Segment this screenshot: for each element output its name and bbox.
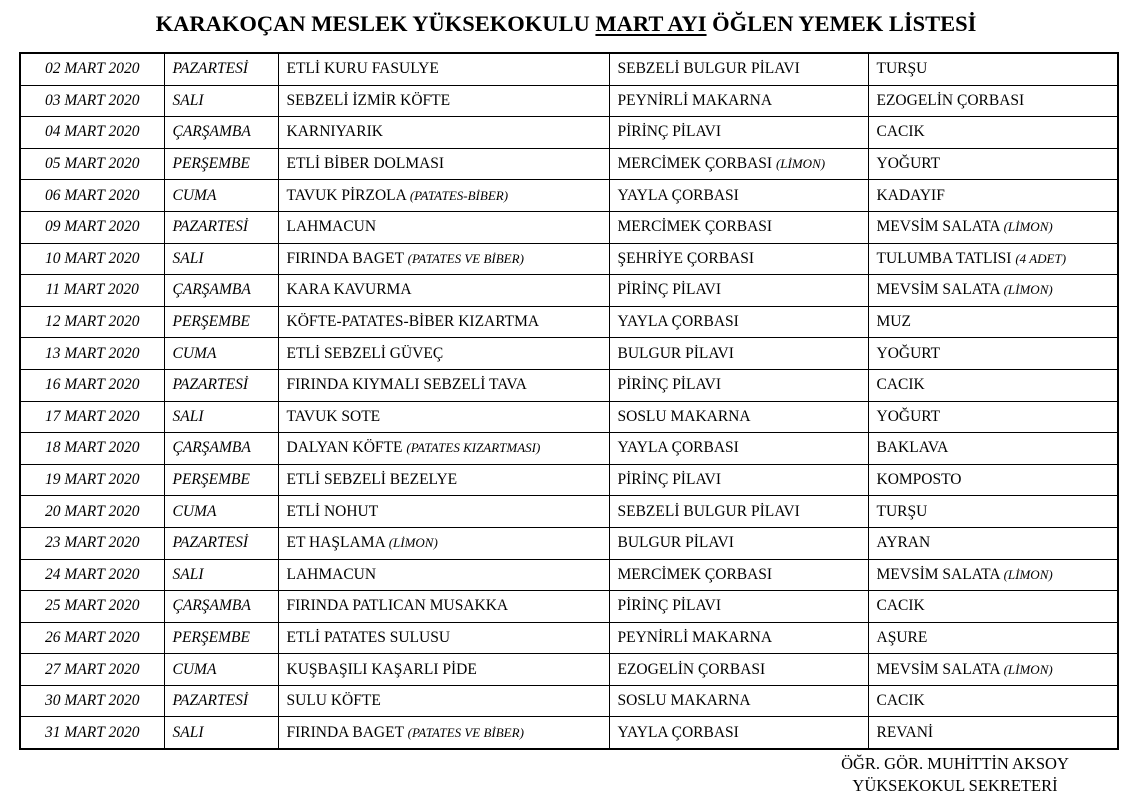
extra-dish-cell [868,85,1118,117]
main-dish-cell [278,117,609,149]
side-dish-cell-text: SOSLU MAKARNA [617,692,751,710]
extra-dish-cell-text: MEVSİM SALATA [876,565,1000,583]
main-dish-cell-text: LAHMACUN [286,218,377,236]
table-row [20,685,1118,717]
date-cell-text: 23 MART 2020 [45,534,140,552]
extra-dish-cell [868,559,1118,591]
extra-dish-cell-text: KOMPOSTO [876,471,962,489]
day-cell [164,275,278,307]
main-dish-cell [278,559,609,591]
extra-dish-cell-text: TURŞU [876,60,928,78]
date-cell-text: 31 MART 2020 [45,723,140,741]
date-cell [20,401,164,433]
date-cell-text: 06 MART 2020 [45,186,140,204]
extra-dish-cell [868,654,1118,686]
main-dish-cell [278,369,609,401]
main-dish-cell [278,401,609,433]
table-row [20,401,1118,433]
day-cell-text: SALI [172,565,204,583]
main-dish-cell-text: DALYAN KÖFTE [286,439,403,457]
extra-dish-cell-text: CACIK [876,692,925,710]
day-cell-text: PAZARTESİ [172,218,248,236]
date-cell [20,53,164,85]
side-dish-cell-text: ŞEHRİYE ÇORBASI [617,249,755,267]
side-dish-cell-text: BULGUR PİLAVI [617,344,734,362]
side-dish-cell-text: MERCİMEK ÇORBASI [617,218,773,236]
day-cell-text: CUMA [172,186,217,204]
extra-dish-cell [868,275,1118,307]
extra-dish-cell [868,496,1118,528]
extra-dish-cell-note: (4 ADET) [1015,250,1067,266]
date-cell-text: 02 MART 2020 [45,60,140,78]
date-cell [20,685,164,717]
extra-dish-cell-text: AYRAN [876,534,931,552]
main-dish-cell-text: FIRINDA BAGET [286,723,404,741]
day-cell-text: CUMA [172,660,217,678]
extra-dish-cell [868,211,1118,243]
side-dish-cell-text: PEYNİRLİ MAKARNA [617,628,773,646]
main-dish-cell-text: ETLİ KURU FASULYE [286,60,439,78]
main-dish-cell [278,433,609,465]
extra-dish-cell-note: (LİMON) [1003,282,1053,298]
meal-list-body [20,53,1118,749]
side-dish-cell-text: SEBZELİ BULGUR PİLAVI [617,502,800,520]
extra-dish-cell [868,717,1118,749]
date-cell-text: 10 MART 2020 [45,249,140,267]
day-cell [164,117,278,149]
main-dish-cell-note: (PATATES-BİBER) [409,187,509,203]
date-cell [20,654,164,686]
date-cell [20,243,164,275]
date-cell [20,622,164,654]
date-cell [20,717,164,749]
day-cell [164,306,278,338]
side-dish-cell-text: YAYLA ÇORBASI [617,439,739,457]
table-row [20,433,1118,465]
side-dish-cell-text: PİRİNÇ PİLAVI [617,281,721,299]
day-cell [164,53,278,85]
extra-dish-cell-text: EZOGELİN ÇORBASI [876,91,1025,109]
day-cell-text: SALI [172,723,204,741]
side-dish-cell [609,433,868,465]
main-dish-cell-text: SULU KÖFTE [286,692,381,710]
table-row [20,559,1118,591]
date-cell-text: 20 MART 2020 [45,502,140,520]
date-cell-text: 25 MART 2020 [45,597,140,615]
table-row [20,591,1118,623]
main-dish-cell-text: ETLİ PATATES SULUSU [286,628,451,646]
side-dish-cell-text: PEYNİRLİ MAKARNA [617,91,773,109]
day-cell-text: ÇARŞAMBA [172,597,251,615]
main-dish-cell-text: KARNIYARIK [286,123,383,141]
date-cell [20,275,164,307]
extra-dish-cell [868,148,1118,180]
date-cell [20,306,164,338]
day-cell-text: CUMA [172,502,217,520]
extra-dish-cell-text: CACIK [876,376,925,394]
date-cell [20,180,164,212]
extra-dish-cell-text: MEVSİM SALATA [876,660,1000,678]
day-cell-text: PERŞEMBE [172,155,250,173]
side-dish-cell [609,654,868,686]
main-dish-cell-text: KUŞBAŞILI KAŞARLI PİDE [286,660,477,678]
extra-dish-cell [868,622,1118,654]
extra-dish-cell [868,369,1118,401]
side-dish-cell-text: BULGUR PİLAVI [617,534,734,552]
extra-dish-cell-note: (LİMON) [1003,661,1053,677]
title-prefix: KARAKOÇAN MESLEK YÜKSEKOKULU [155,11,590,36]
extra-dish-cell-text: CACIK [876,597,925,615]
extra-dish-cell-text: CACIK [876,123,925,141]
extra-dish-cell-text: AŞURE [876,628,928,646]
extra-dish-cell-text: TULUMBA TATLISI [876,249,1012,267]
main-dish-cell-text: SEBZELİ İZMİR KÖFTE [286,91,451,109]
extra-dish-cell-text: MEVSİM SALATA [876,281,1000,299]
date-cell-text: 19 MART 2020 [45,471,140,489]
day-cell-text: SALI [172,91,204,109]
day-cell-text: SALI [172,407,204,425]
main-dish-cell-text: ETLİ SEBZELİ BEZELYE [286,471,458,489]
extra-dish-cell [868,685,1118,717]
main-dish-cell [278,464,609,496]
date-cell [20,591,164,623]
main-dish-cell-text: LAHMACUN [286,565,377,583]
day-cell [164,369,278,401]
date-cell-text: 05 MART 2020 [45,155,140,173]
day-cell [164,654,278,686]
main-dish-cell [278,527,609,559]
side-dish-cell-text: PİRİNÇ PİLAVI [617,597,721,615]
extra-dish-cell [868,243,1118,275]
day-cell-text: PAZARTESİ [172,692,248,710]
side-dish-cell-text: PİRİNÇ PİLAVI [617,471,721,489]
side-dish-cell-text: YAYLA ÇORBASI [617,186,739,204]
date-cell-text: 16 MART 2020 [45,376,140,394]
main-dish-cell [278,243,609,275]
side-dish-cell-text: PİRİNÇ PİLAVI [617,376,721,394]
side-dish-cell [609,559,868,591]
extra-dish-cell-text: YOĞURT [876,407,941,425]
extra-dish-cell [868,53,1118,85]
main-dish-cell [278,591,609,623]
side-dish-cell [609,211,868,243]
main-dish-cell [278,85,609,117]
day-cell-text: PERŞEMBE [172,628,250,646]
side-dish-cell [609,148,868,180]
side-dish-cell-note: (LİMON) [775,156,826,172]
extra-dish-cell-text: YOĞURT [876,344,941,362]
extra-dish-cell-text: BAKLAVA [876,439,949,457]
main-dish-cell-text: ETLİ SEBZELİ GÜVEÇ [286,344,444,362]
date-cell [20,496,164,528]
day-cell [164,527,278,559]
table-row [20,369,1118,401]
table-row [20,53,1118,85]
table-row [20,622,1118,654]
main-dish-cell [278,496,609,528]
table-row [20,275,1118,307]
title-suffix: ÖĞLEN YEMEK LİSTESİ [712,11,977,36]
extra-dish-cell [868,338,1118,370]
main-dish-cell [278,180,609,212]
day-cell-text: PERŞEMBE [172,313,250,331]
extra-dish-cell-text: MEVSİM SALATA [876,218,1000,236]
extra-dish-cell-text: REVANİ [876,723,934,741]
main-dish-cell-text: FIRINDA BAGET [286,249,404,267]
extra-dish-cell [868,180,1118,212]
day-cell [164,464,278,496]
day-cell [164,622,278,654]
day-cell [164,180,278,212]
side-dish-cell-text: SEBZELİ BULGUR PİLAVI [617,60,800,78]
side-dish-cell [609,685,868,717]
day-cell-text: CUMA [172,344,217,362]
side-dish-cell [609,527,868,559]
day-cell [164,401,278,433]
date-cell [20,85,164,117]
date-cell-text: 17 MART 2020 [45,407,140,425]
day-cell [164,591,278,623]
main-dish-cell [278,211,609,243]
main-dish-cell [278,306,609,338]
title-month: MART AYI [595,11,707,36]
extra-dish-cell-text: TURŞU [876,502,928,520]
day-cell [164,338,278,370]
side-dish-cell-text: PİRİNÇ PİLAVI [617,123,721,141]
meal-list-table [19,52,1119,750]
date-cell-text: 26 MART 2020 [45,628,140,646]
side-dish-cell-text: YAYLA ÇORBASI [617,723,739,741]
side-dish-cell [609,243,868,275]
main-dish-cell-text: ETLİ NOHUT [286,502,379,520]
table-row [20,85,1118,117]
extra-dish-cell [868,433,1118,465]
side-dish-cell-text: YAYLA ÇORBASI [617,313,739,331]
main-dish-cell-note: (PATATES KIZARTMASI) [406,440,541,456]
date-cell [20,211,164,243]
table-row [20,527,1118,559]
date-cell-text: 12 MART 2020 [45,313,140,331]
signature-role: YÜKSEKOKUL SEKRETERİ [852,776,1058,795]
day-cell [164,685,278,717]
table-row [20,496,1118,528]
main-dish-cell-text: KÖFTE-PATATES-BİBER KIZARTMA [286,313,540,331]
date-cell-text: 11 MART 2020 [45,281,139,299]
date-cell [20,338,164,370]
main-dish-cell [278,338,609,370]
side-dish-cell [609,117,868,149]
table-row [20,117,1118,149]
day-cell-text: ÇARŞAMBA [172,439,251,457]
extra-dish-cell-text: KADAYIF [876,186,945,204]
table-row [20,243,1118,275]
main-dish-cell [278,654,609,686]
table-row [20,180,1118,212]
date-cell [20,117,164,149]
date-cell [20,527,164,559]
side-dish-cell [609,338,868,370]
side-dish-cell [609,401,868,433]
date-cell [20,464,164,496]
day-cell [164,243,278,275]
day-cell [164,148,278,180]
day-cell [164,496,278,528]
table-row [20,338,1118,370]
day-cell [164,433,278,465]
date-cell [20,559,164,591]
side-dish-cell [609,496,868,528]
day-cell [164,211,278,243]
main-dish-cell-text: TAVUK PİRZOLA [286,186,406,204]
main-dish-cell [278,275,609,307]
date-cell [20,369,164,401]
main-dish-cell [278,717,609,749]
side-dish-cell [609,275,868,307]
date-cell-text: 30 MART 2020 [45,692,140,710]
day-cell-text: SALI [172,249,204,267]
date-cell-text: 27 MART 2020 [45,660,140,678]
day-cell [164,85,278,117]
extra-dish-cell [868,117,1118,149]
side-dish-cell [609,306,868,338]
day-cell-text: ÇARŞAMBA [172,281,251,299]
date-cell [20,148,164,180]
table-row [20,654,1118,686]
date-cell-text: 03 MART 2020 [45,91,140,109]
extra-dish-cell [868,401,1118,433]
table-row [20,211,1118,243]
day-cell [164,559,278,591]
table-row [20,464,1118,496]
extra-dish-cell-text: YOĞURT [876,155,941,173]
date-cell-text: 18 MART 2020 [45,439,140,457]
day-cell [164,717,278,749]
date-cell-text: 13 MART 2020 [45,344,140,362]
side-dish-cell [609,622,868,654]
side-dish-cell [609,53,868,85]
side-dish-cell [609,464,868,496]
day-cell-text: PAZARTESİ [172,376,248,394]
main-dish-cell [278,148,609,180]
date-cell-text: 04 MART 2020 [45,123,140,141]
day-cell-text: PERŞEMBE [172,471,250,489]
side-dish-cell [609,717,868,749]
day-cell-text: ÇARŞAMBA [172,123,251,141]
date-cell-text: 09 MART 2020 [45,218,140,236]
main-dish-cell [278,622,609,654]
extra-dish-cell [868,591,1118,623]
main-dish-cell-text: FIRINDA PATLICAN MUSAKKA [286,597,509,615]
main-dish-cell-note: (PATATES VE BİBER) [407,724,524,740]
main-dish-cell-text: ETLİ BİBER DOLMASI [286,155,445,173]
day-cell-text: PAZARTESİ [172,534,248,552]
side-dish-cell [609,180,868,212]
page-title [0,8,1132,40]
main-dish-cell-note: (LİMON) [388,535,438,551]
side-dish-cell [609,369,868,401]
extra-dish-cell-text: MUZ [876,313,911,331]
table-row [20,306,1118,338]
date-cell-text: 24 MART 2020 [45,565,140,583]
signature-name: ÖĞR. GÖR. MUHİTTİN AKSOY [841,754,1069,773]
extra-dish-cell [868,527,1118,559]
main-dish-cell-text: TAVUK SOTE [286,407,381,425]
main-dish-cell-text: KARA KAVURMA [286,281,412,299]
main-dish-cell-note: (PATATES VE BİBER) [407,250,524,266]
extra-dish-cell [868,464,1118,496]
main-dish-cell-text: ET HAŞLAMA [286,534,385,552]
main-dish-cell [278,685,609,717]
main-dish-cell-text: FIRINDA KIYMALI SEBZELİ TAVA [286,376,527,394]
date-cell [20,433,164,465]
side-dish-cell-text: SOSLU MAKARNA [617,407,751,425]
table-row [20,148,1118,180]
extra-dish-cell [868,306,1118,338]
table-row [20,717,1118,749]
side-dish-cell-text: MERCİMEK ÇORBASI [617,565,773,583]
side-dish-cell-text: EZOGELİN ÇORBASI [617,660,766,678]
extra-dish-cell-note: (LİMON) [1003,566,1053,582]
main-dish-cell [278,53,609,85]
side-dish-cell-text: MERCİMEK ÇORBASI [617,155,773,173]
side-dish-cell [609,591,868,623]
side-dish-cell [609,85,868,117]
extra-dish-cell-note: (LİMON) [1003,219,1053,235]
day-cell-text: PAZARTESİ [172,60,248,78]
